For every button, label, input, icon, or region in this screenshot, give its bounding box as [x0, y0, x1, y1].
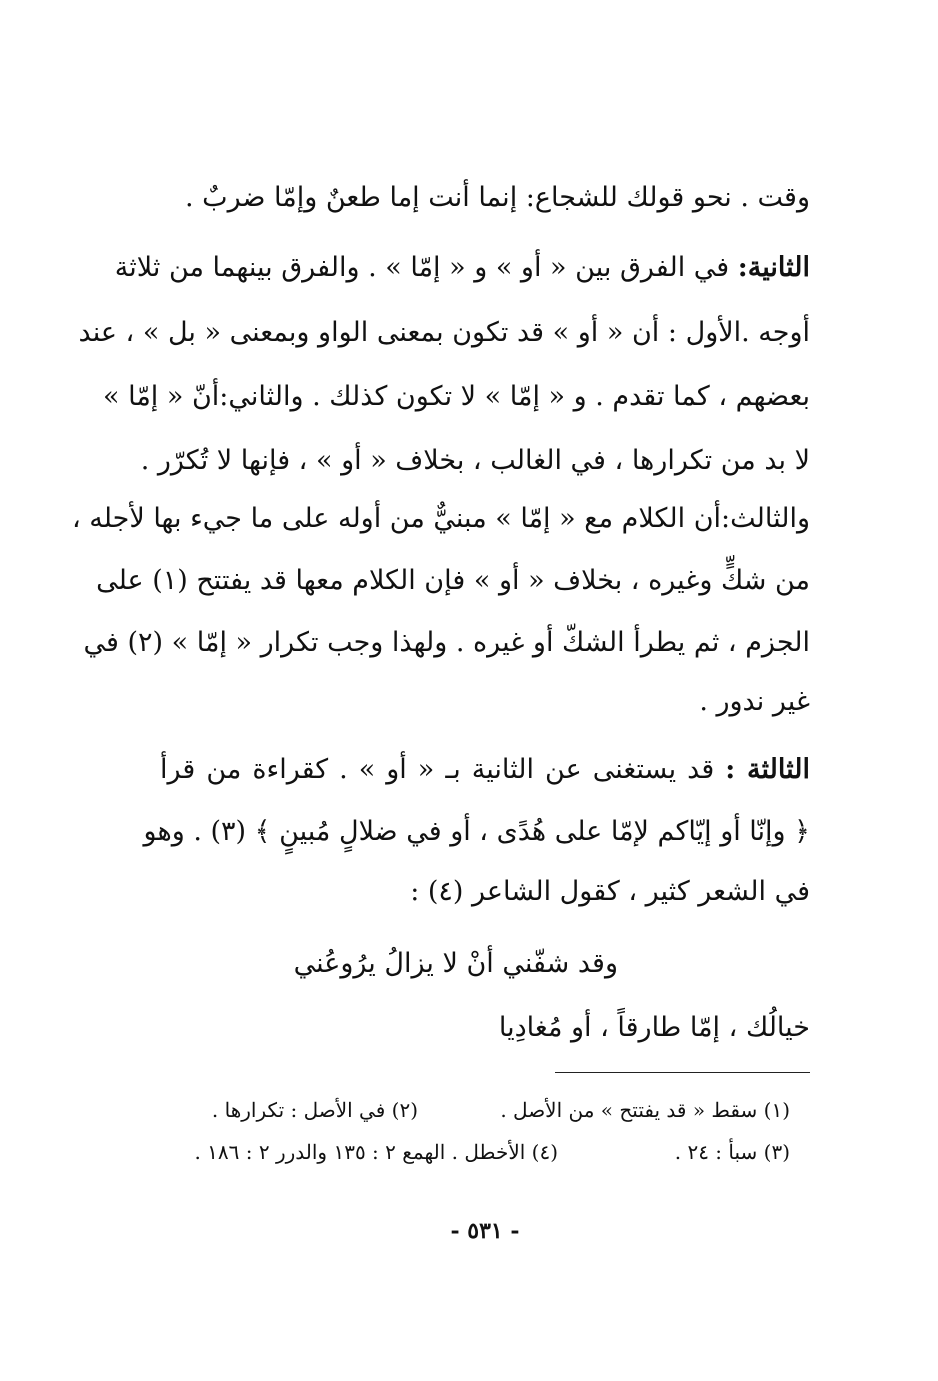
- text-line-1: وقت . نحو قولك للشجاع: إنما أنت إما طعنٌ وإمّا ضربٌ .: [185, 182, 810, 213]
- text-line-4: بعضهم ، كما تقدم . و « إمّا » لا تكون كذلك . والثاني:أنّ « إمّا »: [102, 381, 810, 412]
- text-line-6: والثالث:أن الكلام مع « إمّا » مبنيٌّ من أوله على ما جيء بها لأجله ،: [71, 503, 810, 534]
- footnote-1: (١) سقط « قد يفتتح » من الأصل .: [500, 1098, 790, 1122]
- text-line-9: غير ندور .: [699, 686, 810, 717]
- text-line-3: أوجه .الأول : أن « أو » قد تكون بمعنى الواو وبمعنى « بل » ، عند: [78, 317, 810, 348]
- text-line-2: [114, 252, 810, 283]
- text-line-12: في الشعر كثير ، كقول الشاعر (٤) :: [410, 876, 810, 907]
- section-heading-third: الثالثة :: [725, 754, 810, 785]
- text-line-10-rest: قد يستغنى عن الثانية بـ « أو » . كقراءة من قرأ: [160, 754, 726, 785]
- quran-quote-line: ﴿ وإنّا أو إيّاكم لإمّا على هُدًى ، أو في ضلالٍ مُبينٍ ﴾ (٣) . وهو: [143, 816, 810, 847]
- footnote-separator: [555, 1072, 810, 1073]
- footnote-2: (٢) في الأصل : تكرارها .: [211, 1098, 418, 1122]
- text-line-10: [160, 754, 810, 785]
- verse-hemistich-2: خيالُك ، إمّا طارقاً ، أو مُغادِيا: [498, 1012, 810, 1043]
- text-line-5: لا بد من تكرارها ، في الغالب ، بخلاف « أو » ، فإنها لا تُكرّر .: [140, 445, 810, 476]
- body-text: [71, 0, 810, 1381]
- footnote-4: (٤) الأخطل . الهمع ٢ : ١٣٥ والدرر ٢ : ١٨٦ .: [194, 1140, 558, 1164]
- verse-hemistich-1: وقد شفّني أنْ لا يزالُ يرُوعُني: [293, 948, 618, 979]
- text-line-2-rest: في الفرق بين « أو » و « إمّا » . والفرق بينهما من ثلاثة: [114, 252, 738, 283]
- text-line-8: الجزم ، ثم يطرأ الشكّ أو غيره . ولهذا وجب تكرار « إمّا » (٢) في: [83, 627, 810, 658]
- footnote-3: (٣) سبأ : ٢٤ .: [674, 1140, 790, 1164]
- text-line-7: من شكٍّ وغيره ، بخلاف « أو » فإن الكلام معها قد يفتتح (١) على: [96, 565, 810, 596]
- page-number: - ٥٣١ -: [450, 1218, 520, 1244]
- section-heading-second: الثانية:: [737, 252, 810, 283]
